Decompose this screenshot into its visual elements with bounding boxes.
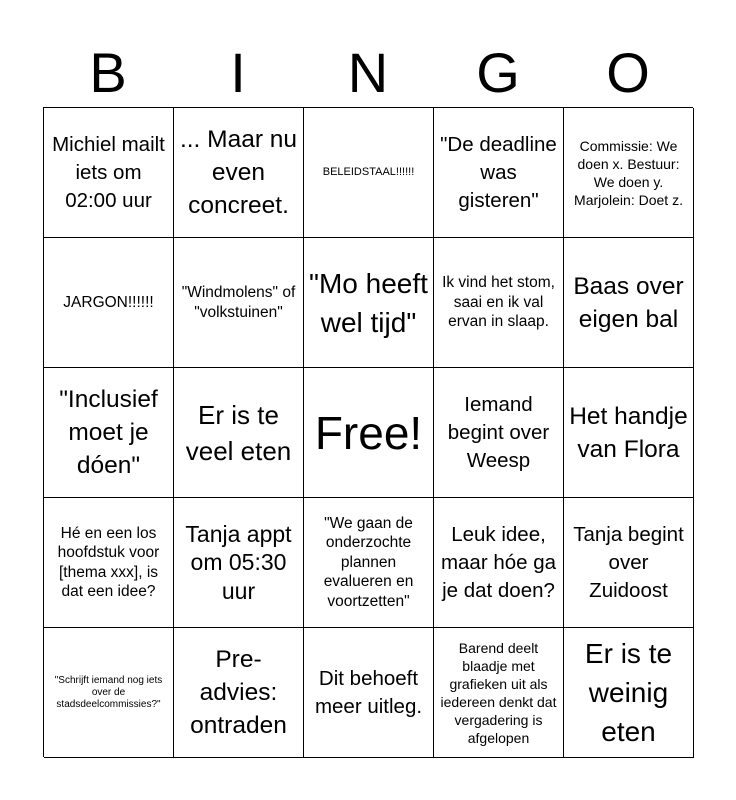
bingo-cell-r5-c4[interactable] xyxy=(434,628,564,758)
bingo-cell-r5-c2[interactable] xyxy=(174,628,304,758)
bingo-board xyxy=(43,107,693,757)
bingo-cell-r2-c5[interactable] xyxy=(564,238,694,368)
bingo-cell-r1-c2[interactable] xyxy=(174,108,304,238)
cell-text: "We gaan de onderzochte plannen evalueren en voortzetten" xyxy=(323,514,414,610)
cell-text: Michiel mailt iets om 02:00 uur xyxy=(52,132,165,212)
cell-text: JARGON!!!!!! xyxy=(63,293,154,311)
cell-text: "Inclusief moet je dóen" xyxy=(59,386,158,479)
cell-text: "Mo heeft wel tijd" xyxy=(309,267,428,338)
header-letter-b: B xyxy=(89,41,127,104)
bingo-cell-r2-c1[interactable] xyxy=(44,238,174,368)
cell-text: Tanja appt om 05:30 uur xyxy=(185,520,292,604)
cell-text: Iemand begint over Weesp xyxy=(447,392,550,472)
header-letter-i: I xyxy=(230,41,246,104)
cell-text: "Windmolens" of "volkstuinen" xyxy=(181,284,296,321)
cell-text: "Schrijft iemand nog iets over de stadsdeelcommissies?" xyxy=(54,674,163,710)
bingo-cell-r3-c2[interactable] xyxy=(174,368,304,498)
bingo-cell-r3-c4[interactable] xyxy=(434,368,564,498)
bingo-cell-r5-c1[interactable] xyxy=(44,628,174,758)
bingo-cell-r3-c5[interactable] xyxy=(564,368,694,498)
cell-text: Hé en een los hoofdstuk voor [thema xxx], is dat een idee? xyxy=(57,524,160,600)
cell-text: Ik vind het stom, saai en ik val ervan in slaap. xyxy=(442,274,555,331)
header-letter-n: N xyxy=(347,41,389,104)
bingo-cell-r3-c1[interactable] xyxy=(44,368,174,498)
header-letter-g: G xyxy=(476,41,520,104)
bingo-cell-r3-c3[interactable] xyxy=(304,368,434,498)
cell-text: ... Maar nu even concreet. xyxy=(179,126,298,219)
header-letter-o: O xyxy=(606,41,650,104)
bingo-cell-r5-c5[interactable] xyxy=(564,628,694,758)
cell-text: Barend deelt blaadje met grafieken uit als iedereen denkt dat vergadering is afgelopen xyxy=(440,639,557,746)
bingo-cell-r4-c4[interactable] xyxy=(434,498,564,628)
bingo-cell-r5-c3[interactable] xyxy=(304,628,434,758)
bingo-cell-r2-c4[interactable] xyxy=(434,238,564,368)
cell-text: "De deadline was gisteren" xyxy=(440,132,557,212)
bingo-cell-r2-c2[interactable] xyxy=(174,238,304,368)
cell-text: Baas over eigen bal xyxy=(573,272,684,333)
bingo-cell-r1-c5[interactable] xyxy=(564,108,694,238)
bingo-cell-r4-c5[interactable] xyxy=(564,498,694,628)
bingo-cell-r4-c1[interactable] xyxy=(44,498,174,628)
cell-text: Leuk idee, maar hóe ga je dat doen? xyxy=(440,522,557,602)
cell-text: Free! xyxy=(314,406,423,459)
bingo-cell-r1-c3[interactable] xyxy=(304,108,434,238)
cell-text: Er is te weinig eten xyxy=(584,638,673,747)
bingo-cell-r1-c4[interactable] xyxy=(434,108,564,238)
cell-text: Er is te veel eten xyxy=(185,399,292,466)
cell-text: Commissie: We doen x. Bestuur: We doen y. Marjolein: Doet z. xyxy=(574,137,683,208)
bingo-header xyxy=(43,40,693,106)
cell-text: Het handje van Flora xyxy=(569,402,688,463)
bingo-cell-r4-c3[interactable] xyxy=(304,498,434,628)
bingo-cell-r2-c3[interactable] xyxy=(304,238,434,368)
cell-text: BELEIDSTAAL!!!!!! xyxy=(322,166,415,178)
cell-text: Pre-advies: ontraden xyxy=(190,646,287,739)
cell-text: Tanja begint over Zuidoost xyxy=(573,522,684,602)
bingo-cell-r1-c1[interactable] xyxy=(44,108,174,238)
bingo-cell-r4-c2[interactable] xyxy=(174,498,304,628)
cell-text: Dit behoeft meer uitleg. xyxy=(314,666,423,718)
